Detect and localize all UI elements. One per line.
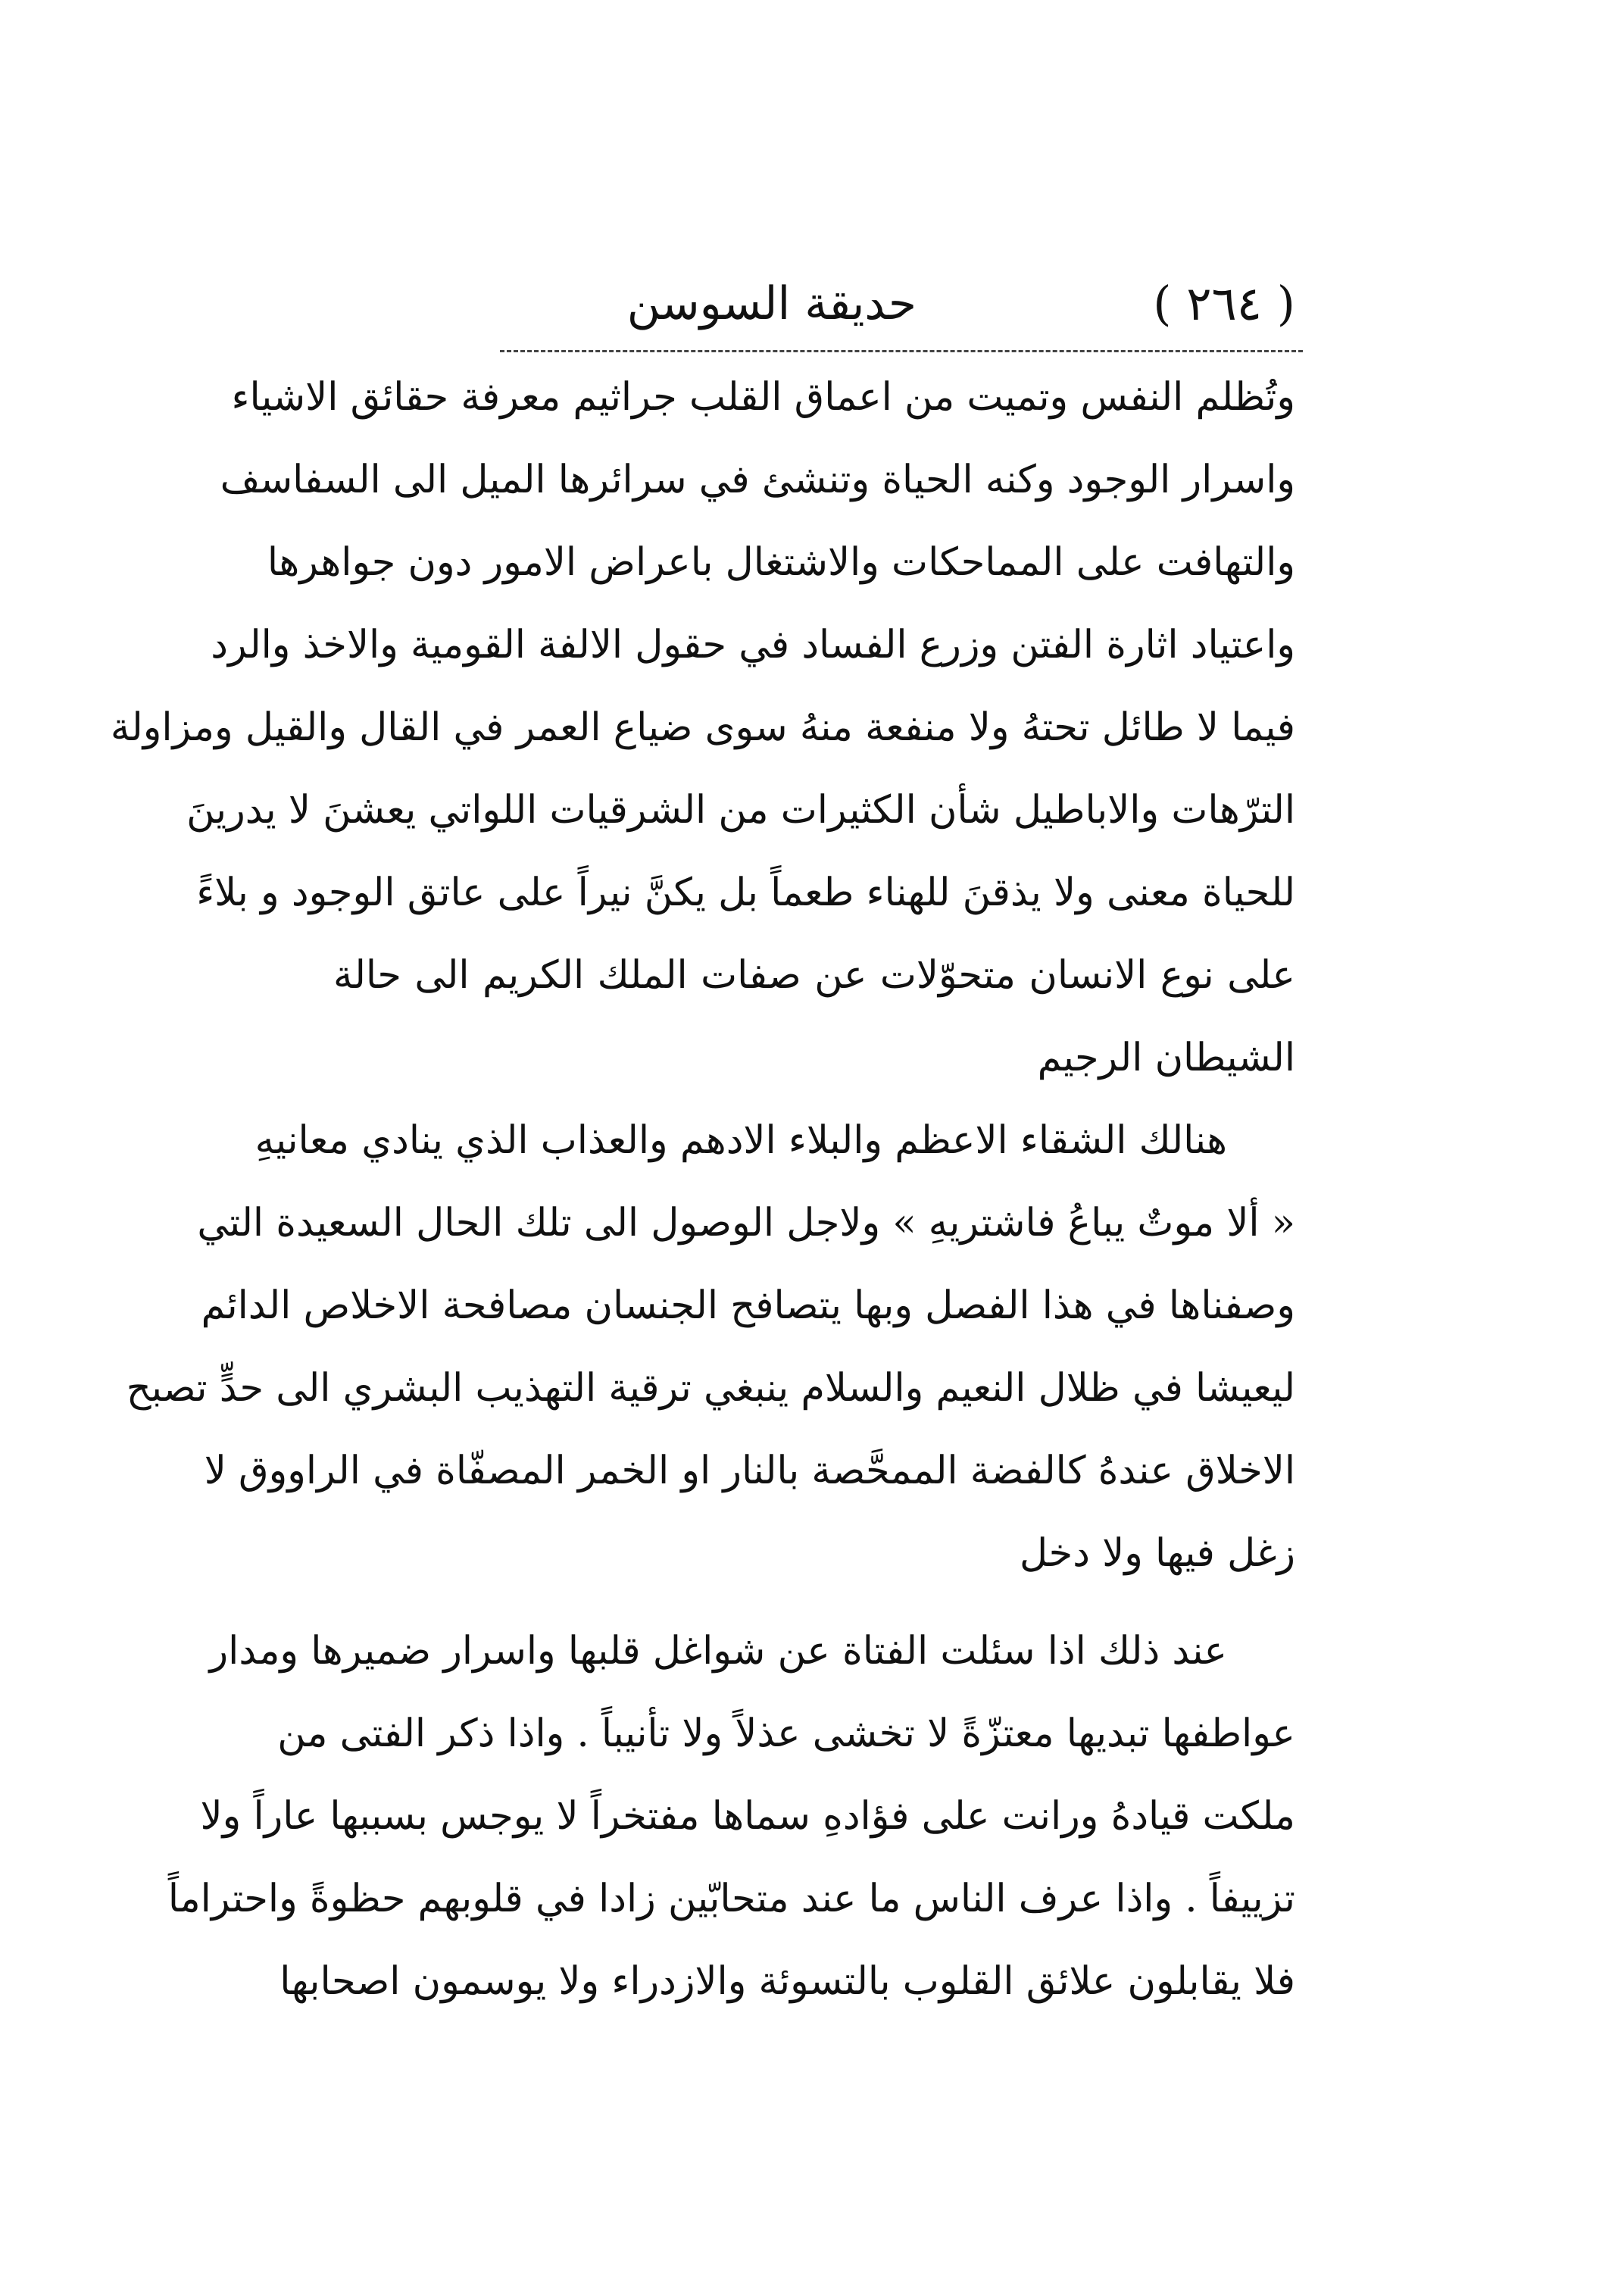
text-line: ليعيشا في ظلال النعيم والسلام ينبغي ترقية التهذيب البشري الى حدٍّ تصبح	[126, 1366, 1295, 1411]
text-line: هنالك الشقاء الاعظم والبلاء الادهم والعذاب الذي ينادي معانيهِ	[255, 1118, 1227, 1163]
body-text	[110, 356, 1295, 2023]
text-line: ملكت قيادهُ ورانت على فؤادهِ سماها مفتخراً لا يوجس بسببها عاراً ولا	[200, 1794, 1295, 1839]
text-line: الشيطان الرجيم	[1037, 1036, 1295, 1080]
text-line: الترّهات والاباطيل شأن الكثيرات من الشرقيات اللواتي يعشنَ لا يدرينَ	[186, 788, 1295, 833]
text-line: وتُظلم النفس وتميت من اعماق القلب جراثيم معرفة حقائق الاشياء	[231, 375, 1295, 420]
text-line: فلا يقابلون علائق القلوب بالتسوئة والازدراء ولا يوسمون اصحابها	[280, 1959, 1295, 2004]
text-line: عند ذلك اذا سئلت الفتاة عن شواغل قلبها واسرار ضميرها ومدار	[209, 1629, 1227, 1674]
paragraph	[110, 356, 1295, 1099]
text-line: تزييفاً . واذا عرف الناس ما عند متحابّين زادا في قلوبهم حظوةً واحتراماً	[167, 1877, 1295, 1921]
header-divider	[500, 350, 1303, 352]
paragraph	[167, 1610, 1295, 2023]
running-title: حديقة السوسن	[626, 277, 917, 330]
text-line: زغل فيها ولا دخل	[1020, 1531, 1295, 1576]
text-line: والتهافت على المماحكات والاشتغال باعراض الامور دون جواهرها	[267, 540, 1295, 585]
text-line: عواطفها تبديها معتزّةً لا تخشى عذلاً ولا تأنيباً . واذا ذكر الفتى من	[277, 1711, 1295, 1756]
page-header	[333, 269, 1295, 337]
text-line: على نوع الانسان متحوّلات عن صفات الملك الكريم الى حالة	[333, 953, 1295, 998]
text-line: للحياة معنى ولا يذقنَ للهناء طعماً بل يكنَّ نيراً على عاتق الوجود و بلاءً	[196, 870, 1295, 915]
page-number: ( ٢٦٤ )	[1153, 276, 1295, 331]
paragraph	[126, 1099, 1295, 1595]
text-line: فيما لا طائل تحتهُ ولا منفعة منهُ سوى ضياع العمر في القال والقيل ومزاولة	[110, 705, 1295, 750]
paragraph-gap	[333, 1595, 1295, 1610]
text-line: واعتياد اثارة الفتن وزرع الفساد في حقول الالفة القومية والاخذ والرد	[211, 623, 1295, 667]
text-line: واسرار الوجود وكنه الحياة وتنشئ في سرائرها الميل الى السفاسف	[220, 458, 1295, 502]
text-line: « ألا موتٌ يباعُ فاشتريهِ » ولاجل الوصول الى تلك الحال السعيدة التي	[197, 1201, 1295, 1246]
text-line: الاخلاق عندهُ كالفضة الممحَّصة بالنار او الخمر المصفّاة في الراووق لا	[204, 1449, 1295, 1493]
text-line: وصفناها في هذا الفصل وبها يتصافح الجنسان مصافحة الاخلاص الدائم	[201, 1283, 1295, 1328]
